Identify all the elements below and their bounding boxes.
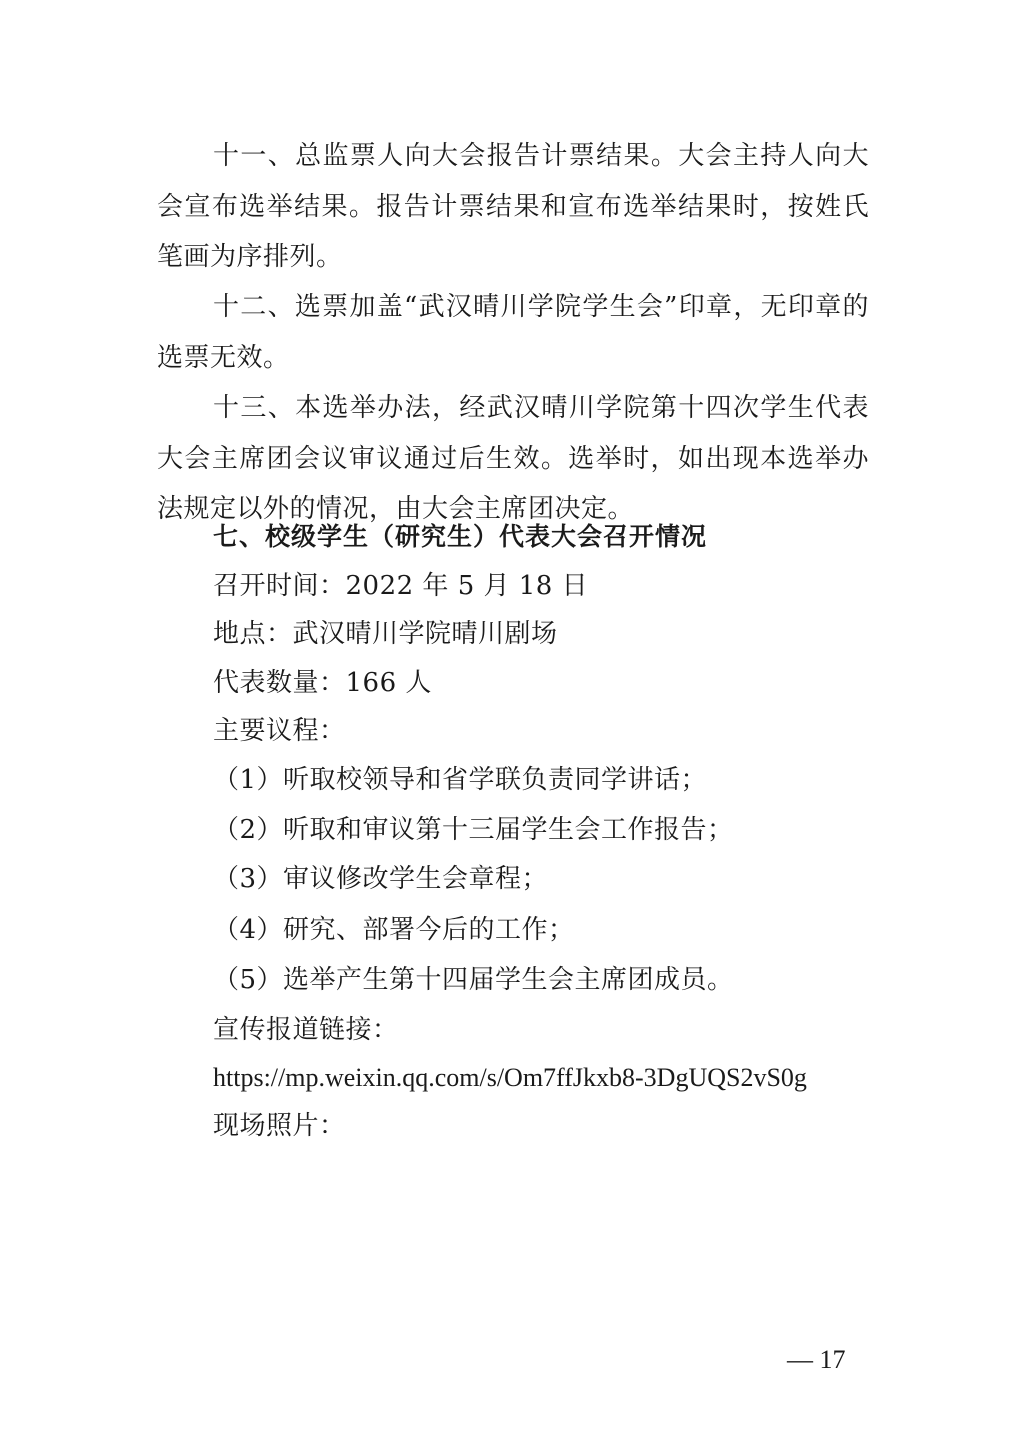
photos-label: 现场照片： xyxy=(213,1111,346,1141)
link-label: 宣传报道链接： xyxy=(213,1015,399,1045)
report-link[interactable]: https://mp.weixin.qq.com/s/Om7ffJkxb8-3DgUQS2vS0g xyxy=(213,1063,807,1092)
delegate-count: 代表数量：166 人 xyxy=(213,668,432,698)
agenda-item: （3）审议修改学生会章程； xyxy=(213,864,549,894)
agenda-item: （2）听取和审议第十三届学生会工作报告； xyxy=(213,815,734,845)
section-heading: 七、校级学生（研究生）代表大会召开情况 xyxy=(213,522,708,551)
agenda-item: （4）研究、部署今后的工作； xyxy=(213,915,575,945)
article-eleven-paragraph: 十一、总监票人向大会报告计票结果。大会主持人向大会宣布选举结果。报告计票结果和宣布选举结果时，按姓氏笔画为序排列。 xyxy=(157,141,869,272)
agenda-item: （5）选举产生第十四届学生会主席团成员。 xyxy=(213,965,734,995)
article-twelve-paragraph: 十二、选票加盖“武汉晴川学院学生会”印章，无印章的选票无效。 xyxy=(157,292,869,373)
agenda-label: 主要议程： xyxy=(213,716,346,746)
article-thirteen-paragraph: 十三、本选举办法，经武汉晴川学院第十四次学生代表大会主席团会议审议通过后生效。选举时，如出现本选举办法规定以外的情况，由大会主席团决定。 xyxy=(157,393,869,524)
meeting-time: 召开时间：2022 年 5 月 18 日 xyxy=(213,571,589,601)
meeting-location: 地点：武汉晴川学院晴川剧场 xyxy=(213,619,558,649)
agenda-item: （1）听取校领导和省学联负责同学讲话； xyxy=(213,765,708,795)
page-number: — 17 xyxy=(787,1345,846,1374)
